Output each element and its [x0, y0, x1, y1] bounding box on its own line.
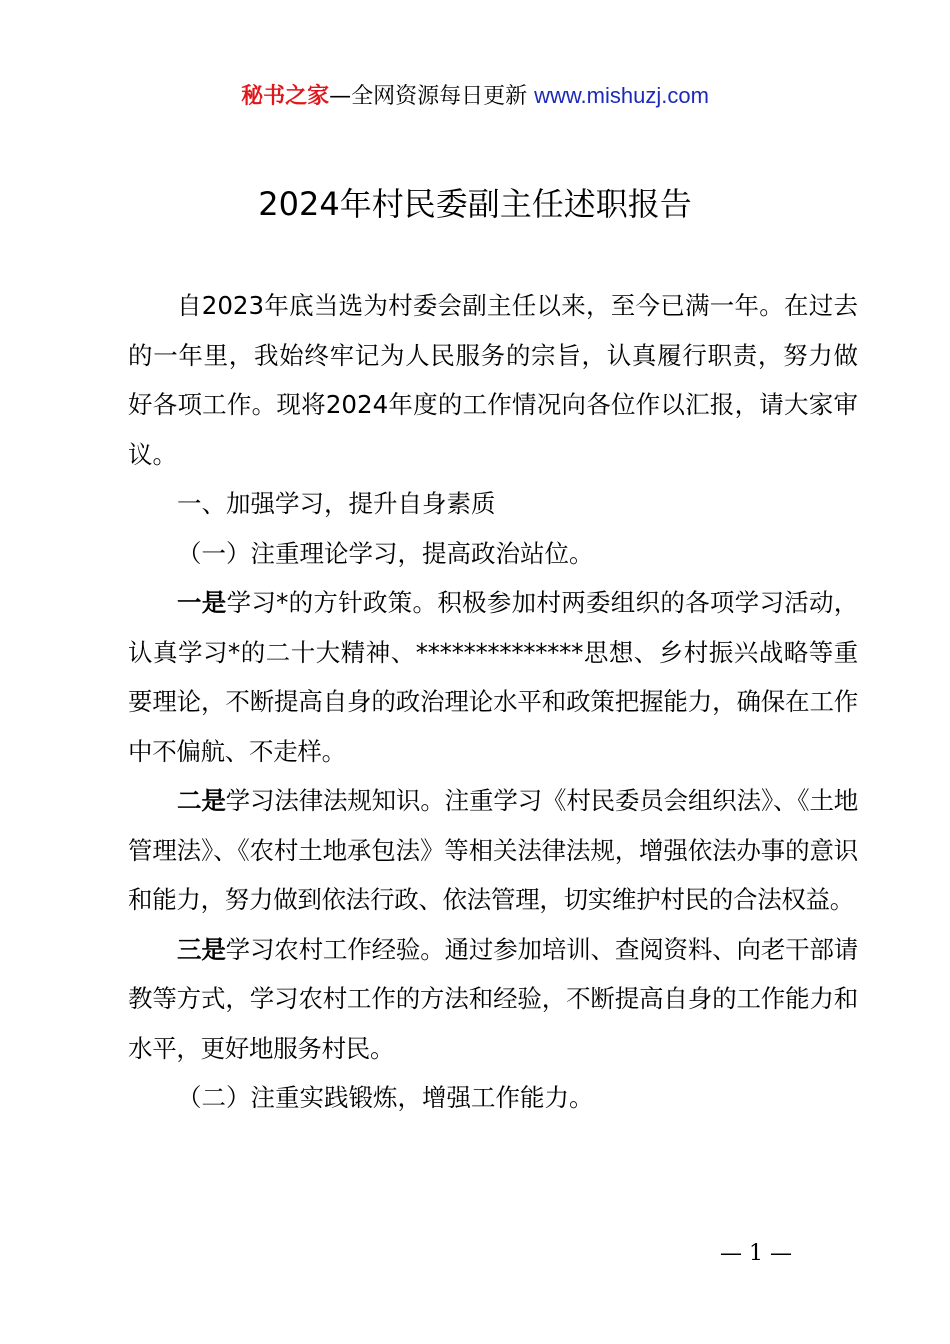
item-paragraph-2	[128, 776, 858, 925]
item-lead-1: 一是	[177, 588, 227, 617]
item-paragraph-3	[128, 925, 858, 1074]
item-lead-3: 三是	[177, 934, 226, 964]
document-title: 2024年村民委副主任述职报告	[258, 185, 692, 223]
page-number: — 1 —	[720, 1241, 792, 1266]
item-text-1: 学习*的方针政策。积极参加村两委组织的各项学习活动，认真学习*的二十大精神、**************思想、乡村振兴战略等重要理论，不断提高自身的政治理论水平和政策把握能力，确保在工作中不偏航、不走样。	[128, 588, 858, 766]
item-text-3: 学习农村工作经验。通过参加培训、查阅资料、向老干部请教等方式，学习农村工作的方法和经验，不断提高自身的工作能力和水平，更好地服务村民。	[128, 934, 858, 1063]
intro-paragraph: 自2023年底当选为村委会副主任以来，至今已满一年。在过去的一年里，我始终牢记为人民服务的宗旨，认真履行职责，努力做好各项工作。现将2024年度的工作情况向各位作以汇报，请大家审议。	[128, 291, 858, 469]
section-heading-1: 一、加强学习，提升自身素质	[177, 489, 496, 518]
item-lead-2: 二是	[177, 786, 226, 815]
subsection-heading-1: （一）注重理论学习，提高政治站位。	[177, 538, 594, 568]
brand-name: 秘书之家	[241, 84, 330, 109]
item-paragraph-1	[128, 578, 858, 776]
header-tagline: —全网资源每日更新	[329, 84, 528, 109]
site-header	[0, 80, 950, 113]
site-url-link[interactable]: www.mishuzj.com	[534, 83, 709, 108]
item-text-2: 学习法律法规知识。注重学习《村民委员会组织法》、《土地管理法》、《农村土地承包法》等相关法律法规，增强依法办事的意识和能力，努力做到依法行政、依法管理，切实维护村民的合法权益。	[128, 786, 858, 914]
subsection-heading-2: （二）注重实践锻炼，增强工作能力。	[177, 1083, 594, 1112]
document-body	[128, 281, 858, 1123]
